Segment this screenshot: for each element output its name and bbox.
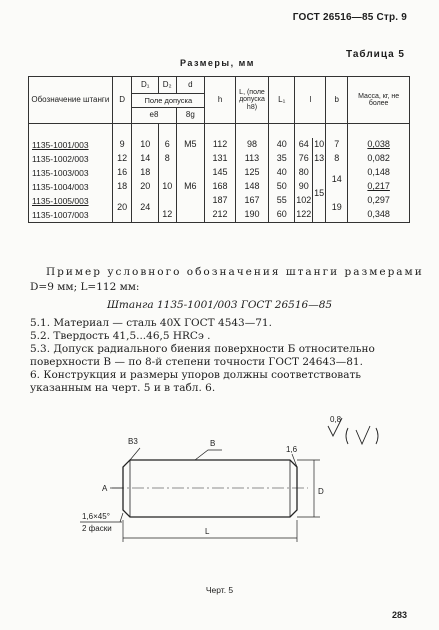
cell-designation: 1135-1003/003 [29,166,113,180]
label-chamfer-note: 2 фаски [82,524,112,533]
cell-h: 168 [205,180,236,194]
label-b: В [210,439,216,448]
cell-mass: 0,148 [348,166,410,180]
clause-5-3: 5.3. Допуск радиального биения поверхности Б относительно [30,343,375,355]
example-heading: Пример условного обозначения штанги размерами [46,266,424,278]
dimensions-table [28,76,410,223]
cell-L: 148 [235,180,268,194]
clause-5-1: 5.1. Материал — сталь 40Х ГОСТ 4543—71. [30,317,272,329]
col-header-b: b [326,77,348,124]
col-header-D2: D₂ [158,77,176,94]
col-header-D: D [112,77,132,124]
cell-L1: 60 [269,208,295,223]
cell-designation: 1135-1007/003 [29,208,113,223]
cell-L1: 50 [269,180,295,194]
cell-D2: 6 [158,138,176,152]
col-header-designation: Обозначение штанги [29,77,113,124]
cell-L1: 35 [269,152,295,166]
table-row [29,166,410,180]
clause-5-2: 5.2. Твердость 41,5...46,5 HRCэ . [30,330,211,342]
label-chamfer: 1,6 [286,445,298,454]
cell-mass: 0,217 [348,180,410,194]
cell-D2: 8 [158,152,176,166]
cell-h: 145 [205,166,236,180]
col-header-L1: L₁ [269,77,295,124]
rod-drawing [0,410,439,580]
cell-L: 98 [235,138,268,152]
col-header-d: d [176,77,205,94]
col-header-tolerance: Поле допуска [132,94,205,108]
cell-L: 113 [235,152,268,166]
cell-L1: 40 [269,138,295,152]
cell-l: 76 [295,152,313,166]
cell-b: 8 [326,152,348,166]
cell-D: 18 [112,180,132,194]
col-header-L: L, (поле допуска h8) [235,77,268,124]
cell-b: 7 [326,138,348,152]
cell-D2-merged: 12 [158,208,176,223]
cell-h: 131 [205,152,236,166]
cell-designation: 1135-1001/003 [29,138,113,152]
figure-caption: Черт. 5 [205,585,234,595]
cell-h: 212 [205,208,236,223]
cell-mass: 0,038 [348,138,410,152]
cell-L: 167 [235,194,268,208]
roughness-mark [328,415,378,444]
cell-d: M5 [176,138,205,152]
cell-mass: 0,082 [348,152,410,166]
cell-l: 102 [295,194,313,208]
cell-L1: 55 [269,194,295,208]
table-row [29,152,410,166]
cell-D1: 20 [132,180,158,194]
col-header-l: l [295,77,326,124]
cell-D1-merged: 24 [132,194,158,223]
cell-D: 12 [112,152,132,166]
table-number: Таблица 5 [345,49,405,60]
col-header-D1: D₁ [132,77,158,94]
table-row [29,138,410,152]
cell-l-second-merged: 15 [313,166,326,223]
col-header-8g: 8g [176,108,205,124]
cell-designation: 1135-1005/003 [29,194,113,208]
cell-h: 187 [205,194,236,208]
cell-D-merged: 20 [112,194,132,223]
table-row [29,180,410,194]
cell-b-merged: 19 [326,194,348,223]
cell-D: 9 [112,138,132,152]
clause-5-3-cont: поверхности В — по 8-й степени точности ГОСТ 24643—81. [30,356,363,368]
example-dimensions: D=9 мм; L=112 мм: [30,281,140,293]
cell-b-merged: 14 [326,166,348,194]
rod-outline [112,460,308,517]
col-header-h: h [205,77,236,124]
cell-D1: 14 [132,152,158,166]
label-l: L [205,527,210,536]
cell-D2-merged: 10 [158,166,176,208]
cell-l: 80 [295,166,313,180]
label-d: D [318,487,324,496]
table-row [29,208,410,223]
svg-text:0,8: 0,8 [330,415,342,424]
label-a: А [102,484,108,493]
table-row [29,194,410,208]
cell-L: 190 [235,208,268,223]
cell-l-second: 13 [313,152,326,166]
cell-d-merged: M6 [176,152,205,223]
cell-mass: 0,297 [348,194,410,208]
clause-6: 6. Конструкция и размеры упоров должны соответствовать [30,369,361,381]
col-header-mass: Масса, кг, не более [348,77,410,124]
col-header-e8: e8 [132,108,176,124]
cell-h: 112 [205,138,236,152]
sizes-title: Размеры, мм [180,58,255,68]
cell-designation: 1135-1004/003 [29,180,113,194]
clause-6-cont: указанным на черт. 5 и в табл. 6. [30,382,216,394]
cell-D1: 10 [132,138,158,152]
label-chamfer-dim: 1,6×45° [82,512,110,521]
cell-l: 122 [295,208,313,223]
page-number: 283 [391,610,407,620]
cell-designation: 1135-1002/003 [29,152,113,166]
cell-L: 125 [235,166,268,180]
cell-l: 64 [295,138,313,152]
cell-L1: 40 [269,166,295,180]
cell-D: 16 [112,166,132,180]
cell-l: 90 [295,180,313,194]
cell-mass: 0,348 [348,208,410,223]
cell-D1: 18 [132,166,158,180]
page-header: ГОСТ 26516—85 Стр. 9 [292,12,407,23]
drawing-labels [80,448,320,542]
example-designation: Штанга 1135-1001/003 ГОСТ 26516—85 [106,299,333,311]
label-b3: В3 [128,437,138,446]
cell-l-second: 10 [313,138,326,152]
